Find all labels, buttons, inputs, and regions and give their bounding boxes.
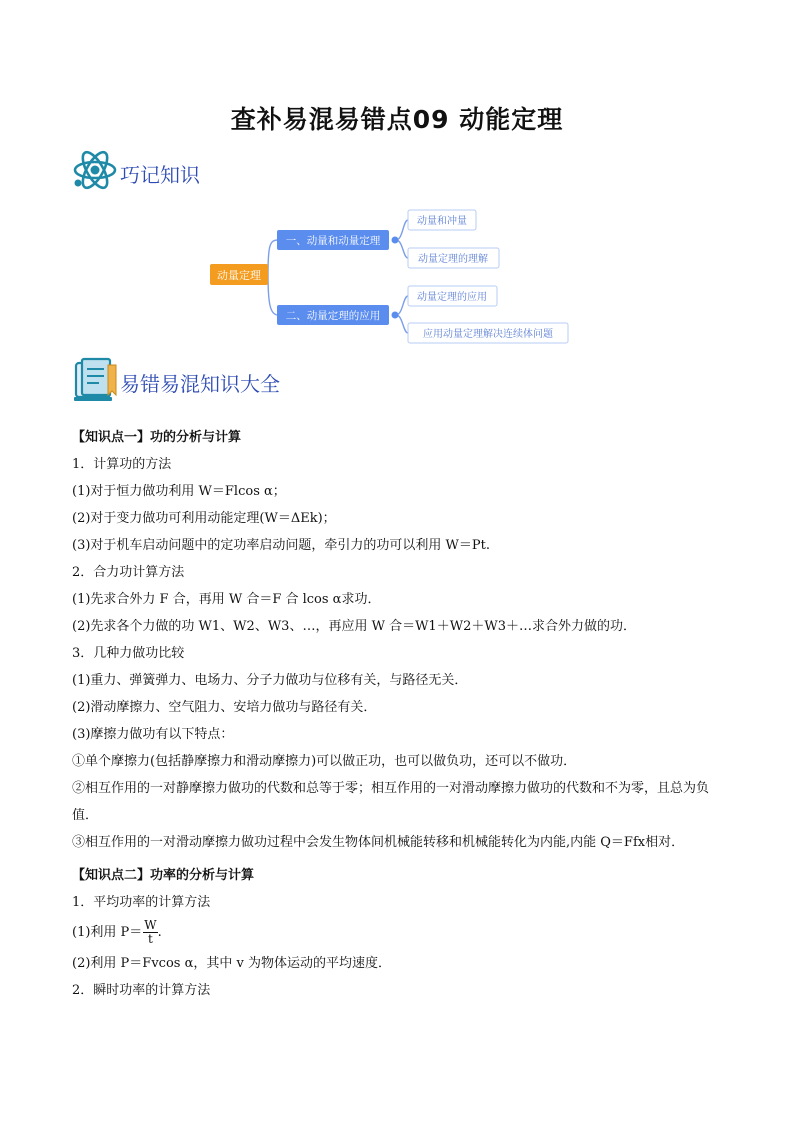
paragraph: ①单个摩擦力(包括静摩擦力和滑动摩擦力)可以做正功，也可以做负功，还可以不做功． (72, 754, 577, 769)
content-body (72, 424, 732, 1004)
section-header-yicuo (72, 357, 332, 407)
section-title-qiaoji: 巧记知识 (120, 163, 200, 187)
svg-text:动量和冲量: 动量和冲量 (417, 216, 467, 227)
paragraph: (2)利用 P＝Fvcos α，其中 v 为物体运动的平均速度． (72, 956, 391, 971)
mind-map-branch-1-label: 一、动量和动量定理 (285, 235, 381, 247)
atom-icon (72, 145, 122, 195)
paragraph: (1)对于恒力做功利用 W＝Flcos α； (72, 484, 286, 499)
paragraph: (2)先求各个力做的功 W1、W2、W3、…，再应用 W 合＝W1＋W2＋W3＋…求合外力做的功． (72, 619, 636, 634)
paragraph: (3)摩擦力做功有以下特点： (72, 727, 234, 742)
paragraph: 1．计算功的方法 (72, 457, 172, 472)
page-title: 查补易混易错点09 动能定理 (230, 105, 564, 134)
mind-map-root (210, 264, 268, 285)
paragraph: (1)重力、弹簧弹力、电场力、分子力做功与位移有关，与路径无关． (72, 673, 468, 688)
mind-map-leaf (408, 286, 497, 306)
paragraph: 2．瞬时功率的计算方法 (72, 983, 211, 998)
paragraph: (2)对于变力做功可利用动能定理(W＝ΔEk)； (72, 511, 336, 526)
paragraph: (1)先求合外力 F 合，再用 W 合＝F 合 lcos α求功． (72, 592, 381, 607)
section-title-yicuo: 易错易混知识大全 (120, 372, 280, 396)
svg-text:动量定理的应用: 动量定理的应用 (417, 292, 487, 303)
book-icon (72, 357, 120, 403)
mind-map-branch-2-label: 二、动量定理的应用 (285, 310, 381, 322)
mind-map (200, 205, 580, 347)
paragraph: 1．平均功率的计算方法 (72, 895, 211, 910)
paragraph: (2)滑动摩擦力、空气阻力、安培力做功与路径有关． (72, 700, 377, 715)
paragraph: ③相互作用的一对滑动摩擦力做功过程中会发生物体间机械能转移和机械能转化为内能,内能 Q＝Ffx相对． (72, 835, 685, 850)
paragraph: 3．几种力做功比较 (72, 646, 185, 661)
svg-text:动量定理的理解: 动量定理的理解 (418, 254, 488, 265)
svg-text:应用动量定理解决连续体问题: 应用动量定理解决连续体问题 (423, 329, 553, 340)
knowledge-point-2-heading: 【知识点二】功率的分析与计算 (72, 868, 255, 883)
paragraph-formula: (1)利用 P＝ $\frac{W}{t}$ . (72, 918, 162, 946)
mind-map-leaf (408, 210, 476, 230)
mind-map-leaf (408, 323, 568, 343)
knowledge-point-1-heading: 【知识点一】功的分析与计算 (72, 430, 242, 445)
section-header-qiaoji (72, 145, 272, 195)
mind-map-root-label: 动量定理 (217, 269, 261, 282)
mind-map-branch-1 (277, 230, 399, 250)
fraction: $\frac{W}{t}$ (144, 918, 157, 946)
mind-map-leaf (408, 248, 499, 268)
paragraph: (3)对于机车启动问题中的定功率启动问题，牵引力的功可以利用 W＝Pt. (72, 538, 491, 553)
mind-map-branch-2 (277, 305, 399, 325)
paragraph: 2．合力功计算方法 (72, 565, 185, 580)
paragraph: ②相互作用的一对静摩擦力做功的代数和总等于零；相互作用的一对滑动摩擦力做功的代数和不为零，且总为负值． (72, 781, 710, 823)
